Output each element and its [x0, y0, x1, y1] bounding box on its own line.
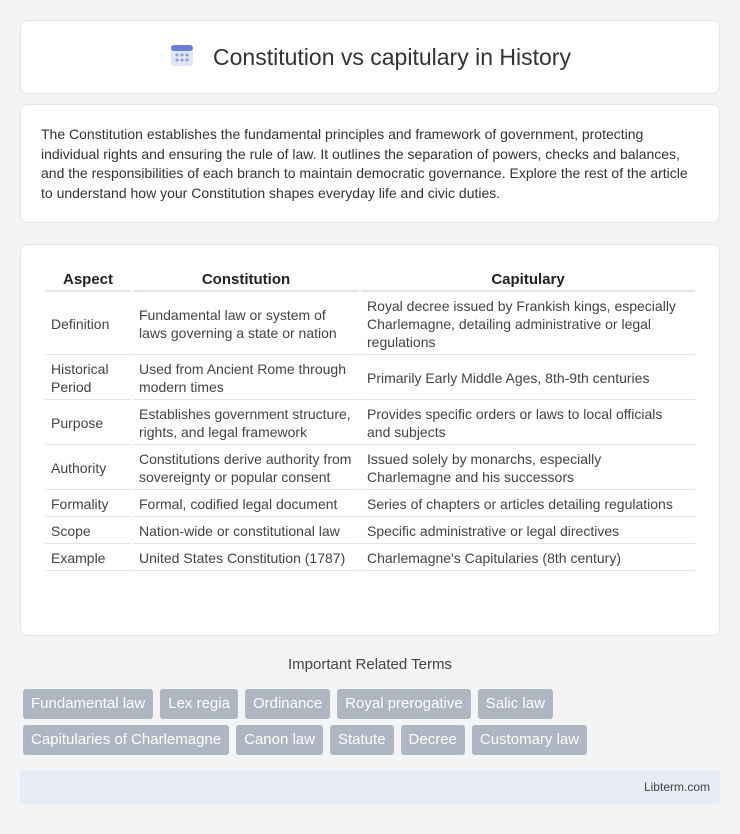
table-cell: Used from Ancient Rome through modern times	[133, 357, 359, 400]
related-term-tag[interactable]: Fundamental law	[23, 689, 153, 719]
table-cell: Fundamental law or system of laws governing a state or nation	[133, 294, 359, 355]
intro-card	[20, 104, 720, 223]
column-header: Capitulary	[361, 267, 695, 292]
column-header: Aspect	[45, 267, 131, 292]
table-cell: Series of chapters or articles detailing regulations	[361, 492, 695, 517]
related-term-tag[interactable]: Salic law	[478, 689, 553, 719]
table-cell: Scope	[45, 519, 131, 544]
footer-site-link[interactable]: Libterm.com	[643, 780, 710, 794]
related-term-tag[interactable]: Decree	[401, 725, 465, 755]
related-terms-list	[23, 689, 723, 755]
table-cell: Purpose	[45, 402, 131, 445]
table-row	[45, 357, 695, 400]
table-cell: Provides specific orders or laws to local officials and subjects	[361, 402, 695, 445]
calendar-icon	[169, 42, 195, 73]
table-row	[45, 294, 695, 355]
table-row	[45, 447, 695, 490]
related-term-tag[interactable]: Ordinance	[245, 689, 330, 719]
table-cell: Charlemagne's Capitularies (8th century)	[361, 546, 695, 571]
table-header-row	[45, 267, 695, 292]
table-row	[45, 492, 695, 517]
related-term-tag[interactable]: Capitularies of Charlemagne	[23, 725, 229, 755]
footer	[20, 770, 720, 804]
table-cell: Issued solely by monarchs, especially Charlemagne and his successors	[361, 447, 695, 490]
column-header: Constitution	[133, 267, 359, 292]
table-cell: Nation-wide or constitutional law	[133, 519, 359, 544]
related-terms-title: Important Related Terms	[288, 656, 452, 673]
table-cell: Royal decree issued by Frankish kings, especially Charlemagne, detailing administrative or legal regulations	[361, 294, 695, 355]
table-cell: Establishes government structure, rights, and legal framework	[133, 402, 359, 445]
related-term-tag[interactable]: Royal prerogative	[337, 689, 471, 719]
table-cell: Formality	[45, 492, 131, 517]
comparison-table	[43, 265, 697, 573]
table-row	[45, 519, 695, 544]
related-term-tag[interactable]: Lex regia	[160, 689, 238, 719]
table-cell: Definition	[45, 294, 131, 355]
table-row	[45, 402, 695, 445]
page-title: Constitution vs capitulary in History	[213, 43, 571, 70]
table-cell: Specific administrative or legal directives	[361, 519, 695, 544]
table-cell: Constitutions derive authority from sovereignty or popular consent	[133, 447, 359, 490]
table-cell: United States Constitution (1787)	[133, 546, 359, 571]
related-term-tag[interactable]: Customary law	[472, 725, 587, 755]
intro-text: The Constitution establishes the fundamental principles and framework of government, protecting individual rights and ensuring the rule of law. It outlines the separation of powers, checks and balances, and the responsibilities of each branch to maintain democratic governance. Explore the rest of the article to understand how your Constitution shapes everyday life and civic duties.	[41, 126, 688, 201]
header-card	[20, 20, 720, 94]
table-cell: Primarily Early Middle Ages, 8th-9th centuries	[361, 357, 695, 400]
related-term-tag[interactable]: Canon law	[236, 725, 323, 755]
table-cell: Example	[45, 546, 131, 571]
table-cell: Formal, codified legal document	[133, 492, 359, 517]
comparison-table-card	[20, 244, 720, 636]
related-term-tag[interactable]: Statute	[330, 725, 394, 755]
table-row	[45, 546, 695, 571]
table-cell: Historical Period	[45, 357, 131, 400]
table-cell: Authority	[45, 447, 131, 490]
